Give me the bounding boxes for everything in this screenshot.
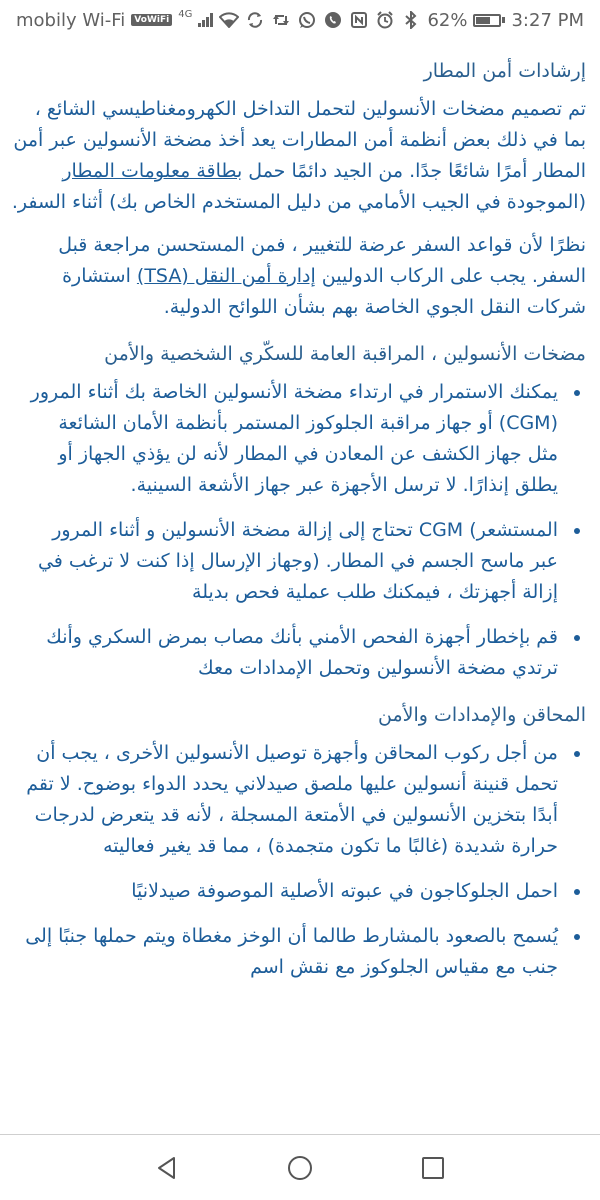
battery-icon — [473, 14, 505, 27]
bluetooth-icon — [401, 10, 421, 30]
pumps-list — [10, 377, 586, 684]
recents-square-icon — [421, 1156, 445, 1180]
status-right — [349, 10, 584, 31]
page-title: إرشادات أمن المطار — [423, 60, 586, 82]
list-item: يُسمح بالصعود بالمشارط طالما أن الوخز مغطاة ويتم حملها جنبًا إلى جنب مع مقياس الجلوكوز مع نقش اسم — [10, 921, 586, 983]
section-heading-syringes: المحاقن والإمدادات والأمن — [377, 704, 586, 726]
wifi-icon — [219, 10, 239, 30]
alarm-icon — [375, 10, 395, 30]
intro-paragraph — [10, 94, 586, 218]
battery-percent-label: 62% — [427, 9, 468, 31]
tsa-link[interactable]: إدارة أمن النقل (TSA) — [136, 265, 316, 287]
airport-card-link[interactable]: بطاقة معلومات المطار — [62, 160, 243, 182]
back-triangle-icon — [154, 1155, 180, 1181]
rules-text: نظرًا لأن قواعد السفر عرضة للتغيير ، فمن المستحسن مراجعة قبل السفر. يجب على الركاب الدوليين — [58, 234, 586, 287]
syringes-list — [10, 738, 586, 983]
navigation-bar — [0, 1135, 600, 1200]
nfc-icon — [349, 10, 369, 30]
status-bar — [0, 0, 600, 40]
recents-button[interactable] — [403, 1138, 463, 1198]
status-left — [16, 10, 343, 31]
clock-label: 3:27 PM — [511, 9, 584, 31]
signal-icon — [198, 13, 213, 27]
rules-paragraph — [10, 230, 586, 323]
intro-text: تم تصميم مضخات الأنسولين لتحمل التداخل الكهرومغناطيسي الشائع ، بما في ذلك بعض أنظمة أمن المطارات يعد أخذ مضخة الأنسولين عبر أمن المطار أمرًا شائعًا جدًا. من الجيد دائمًا حمل — [13, 98, 586, 182]
home-circle-icon — [286, 1154, 314, 1182]
vowifi-badge: VoWiFi — [131, 14, 172, 26]
carrier-label: mobily Wi-Fi — [16, 9, 126, 31]
article-content[interactable] — [0, 40, 600, 1130]
list-item: قم بإخطار أجهزة الفحص الأمني بأنك مصاب بمرض السكري وأنك ترتدي مضخة الأنسولين وتحمل الإمدادات معك — [10, 622, 586, 684]
rules-text-end: استشارة شركات النقل الجوي الخاصة بهم بشأن اللوائح الدولية. — [62, 265, 586, 318]
whatsapp-icon — [297, 10, 317, 30]
back-button[interactable] — [137, 1138, 197, 1198]
list-item: يمكنك الاستمرار في ارتداء مضخة الأنسولين الخاصة بك أثناء المرور (CGM) أو جهاز مراقبة الجلوكوز المستمر بأنظمة الأمان الشائعة مثل جهاز الكشف عن المعادن في المطار لأنه لن يؤذي الجهاز أو يطلق إنذارًا. لا ترسل الأجهزة عبر جهاز الأشعة السينية. — [10, 377, 586, 501]
list-item: المستشعر) CGM تحتاج إلى إزالة مضخة الأنسولين و أثناء المرور عبر ماسح الجسم في المطار. (وجهاز الإرسال إذا كنت لا ترغب في إزالة أجهزتك ، فيمكنك طلب عملية فحص بديلة — [10, 515, 586, 608]
phone-icon — [323, 10, 343, 30]
list-item: من أجل ركوب المحاقن وأجهزة توصيل الأنسولين الأخرى ، يجب أن تحمل قنينة أنسولين عليها ملصق صيدلاني يحدد الدواء بوضوح. لا تقم أبدًا بتخزين الأنسولين في الأمتعة المسجلة ، لأنه قد يتعرض لدرجات حرارة شديدة (غالبًا ما تكون متجمدة) ، مما قد يغير فعاليته — [10, 738, 586, 862]
sync-icon — [245, 10, 265, 30]
battery-fill — [476, 17, 490, 24]
section-heading-pumps: مضخات الأنسولين ، المراقبة العامة للسكّري الشخصية والأمن — [104, 343, 586, 365]
intro-text-end: (الموجودة في الجيب الأمامي من دليل المستخدم الخاص بك) أثناء السفر. — [11, 191, 586, 213]
list-item: احمل الجلوكاجون في عبوته الأصلية الموصوفة صيدلانيًا — [10, 876, 586, 907]
retweet-icon — [271, 10, 291, 30]
network-type-label: 4G — [178, 8, 193, 20]
home-button[interactable] — [270, 1138, 330, 1198]
